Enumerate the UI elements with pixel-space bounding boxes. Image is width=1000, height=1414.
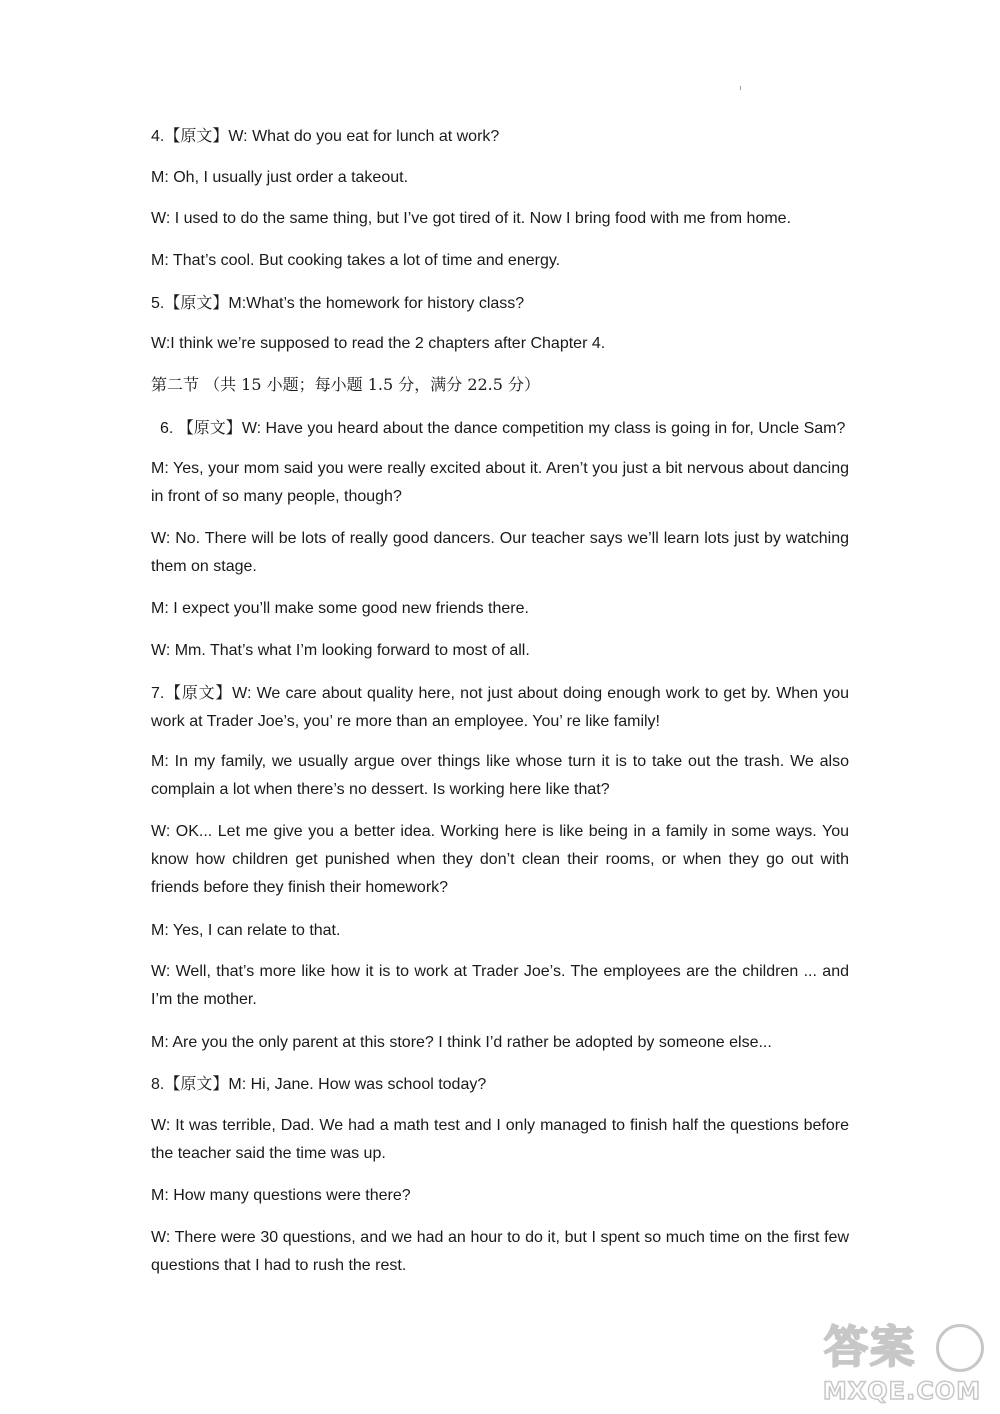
paragraph-q8-heading	[151, 1070, 849, 1099]
question-number: 4.	[151, 128, 165, 145]
dialogue-line: W: There were 30 questions, and we had an hour to do it, but I spent so much time on the first few questions that I had to rush the rest.	[151, 1229, 849, 1274]
dialogue-line: M: Are you the only parent at this store? I think I’d rather be adopted by someone else...	[151, 1034, 772, 1051]
dialogue-line: M: Oh, I usually just order a takeout.	[151, 169, 409, 186]
paragraph-q5-heading	[151, 289, 849, 318]
dialogue-line: W: What do you eat for lunch at work?	[228, 128, 500, 145]
source-text-tag: 【原文】	[177, 418, 242, 437]
dialogue-line: W: Mm. That’s what I’m looking forward to most of all.	[151, 642, 530, 659]
question-number: 5.	[151, 295, 165, 312]
paragraph-q6-heading	[160, 414, 858, 443]
dialogue-line: M: In my family, we usually argue over things like whose turn it is to take out the trash. We also complain a lot when there’s no dessert. Is working here like that?	[151, 753, 849, 798]
dialogue-line: W: No. There will be lots of really good dancers. Our teacher says we’ll learn lots just by watching them on stage.	[151, 530, 849, 575]
scan-mark	[740, 86, 741, 90]
paragraph-q4-heading	[151, 122, 849, 151]
dialogue-line: M:What’s the homework for history class?	[228, 295, 525, 312]
question-number: 7.	[151, 685, 165, 702]
dialogue-line: W: OK... Let me give you a better idea. Working here is like being in a family in some ways. You know how children get punished when they don’t clean their rooms, or when they go out with friends before they finish their homework?	[151, 823, 849, 896]
source-text-tag: 【原文】	[164, 293, 229, 312]
dialogue-line: M: That’s cool. But cooking takes a lot of time and energy.	[151, 252, 561, 269]
dialogue-line: M: I expect you’ll make some good new friends there.	[151, 600, 529, 617]
watermark-domain: MXQE.COM	[822, 1377, 982, 1405]
dialogue-line: W: Well, that’s more like how it is to work at Trader Joe’s. The employees are the children ... and I’m the mother.	[151, 963, 849, 1008]
dialogue-line: W: I used to do the same thing, but I’ve got tired of it. Now I bring food with me from home.	[151, 210, 792, 227]
dialogue-line: M: Yes, I can relate to that.	[151, 922, 341, 939]
dialogue-line: W: We care about quality here, not just about doing enough work to get by. When you work at Trader Joe’s, you’ re more than an employee. You’ re like family!	[151, 685, 849, 730]
source-text-tag: 【原文】	[164, 1074, 229, 1093]
dialogue-line: M: Yes, your mom said you were really excited about it. Aren’t you just a bit nervous about dancing in front of so many people, though?	[151, 460, 849, 505]
source-text-tag: 【原文】	[164, 683, 233, 702]
dialogue-line: W:I think we’re supposed to read the 2 chapters after Chapter 4.	[151, 335, 606, 352]
dialogue-line: W: It was terrible, Dad. We had a math test and I only managed to finish half the questions before the teacher said the time was up.	[151, 1117, 849, 1162]
question-number: 8.	[151, 1076, 165, 1093]
paragraph-q7-heading	[151, 679, 849, 736]
dialogue-line: M: Hi, Jane. How was school today?	[228, 1076, 487, 1093]
watermark-circle-icon	[936, 1324, 984, 1372]
source-text-tag: 【原文】	[164, 126, 229, 145]
dialogue-line: W: Have you heard about the dance competition my class is going in for, Uncle Sam?	[241, 420, 846, 437]
question-number: 6.	[160, 420, 178, 437]
section-heading: 第二节 （共 15 小题；每小题 1.5 分，满分 22.5 分）	[151, 375, 541, 394]
site-watermark	[812, 1320, 992, 1410]
dialogue-line: M: How many questions were there?	[151, 1187, 411, 1204]
watermark-logo-text: 答案	[824, 1322, 916, 1373]
